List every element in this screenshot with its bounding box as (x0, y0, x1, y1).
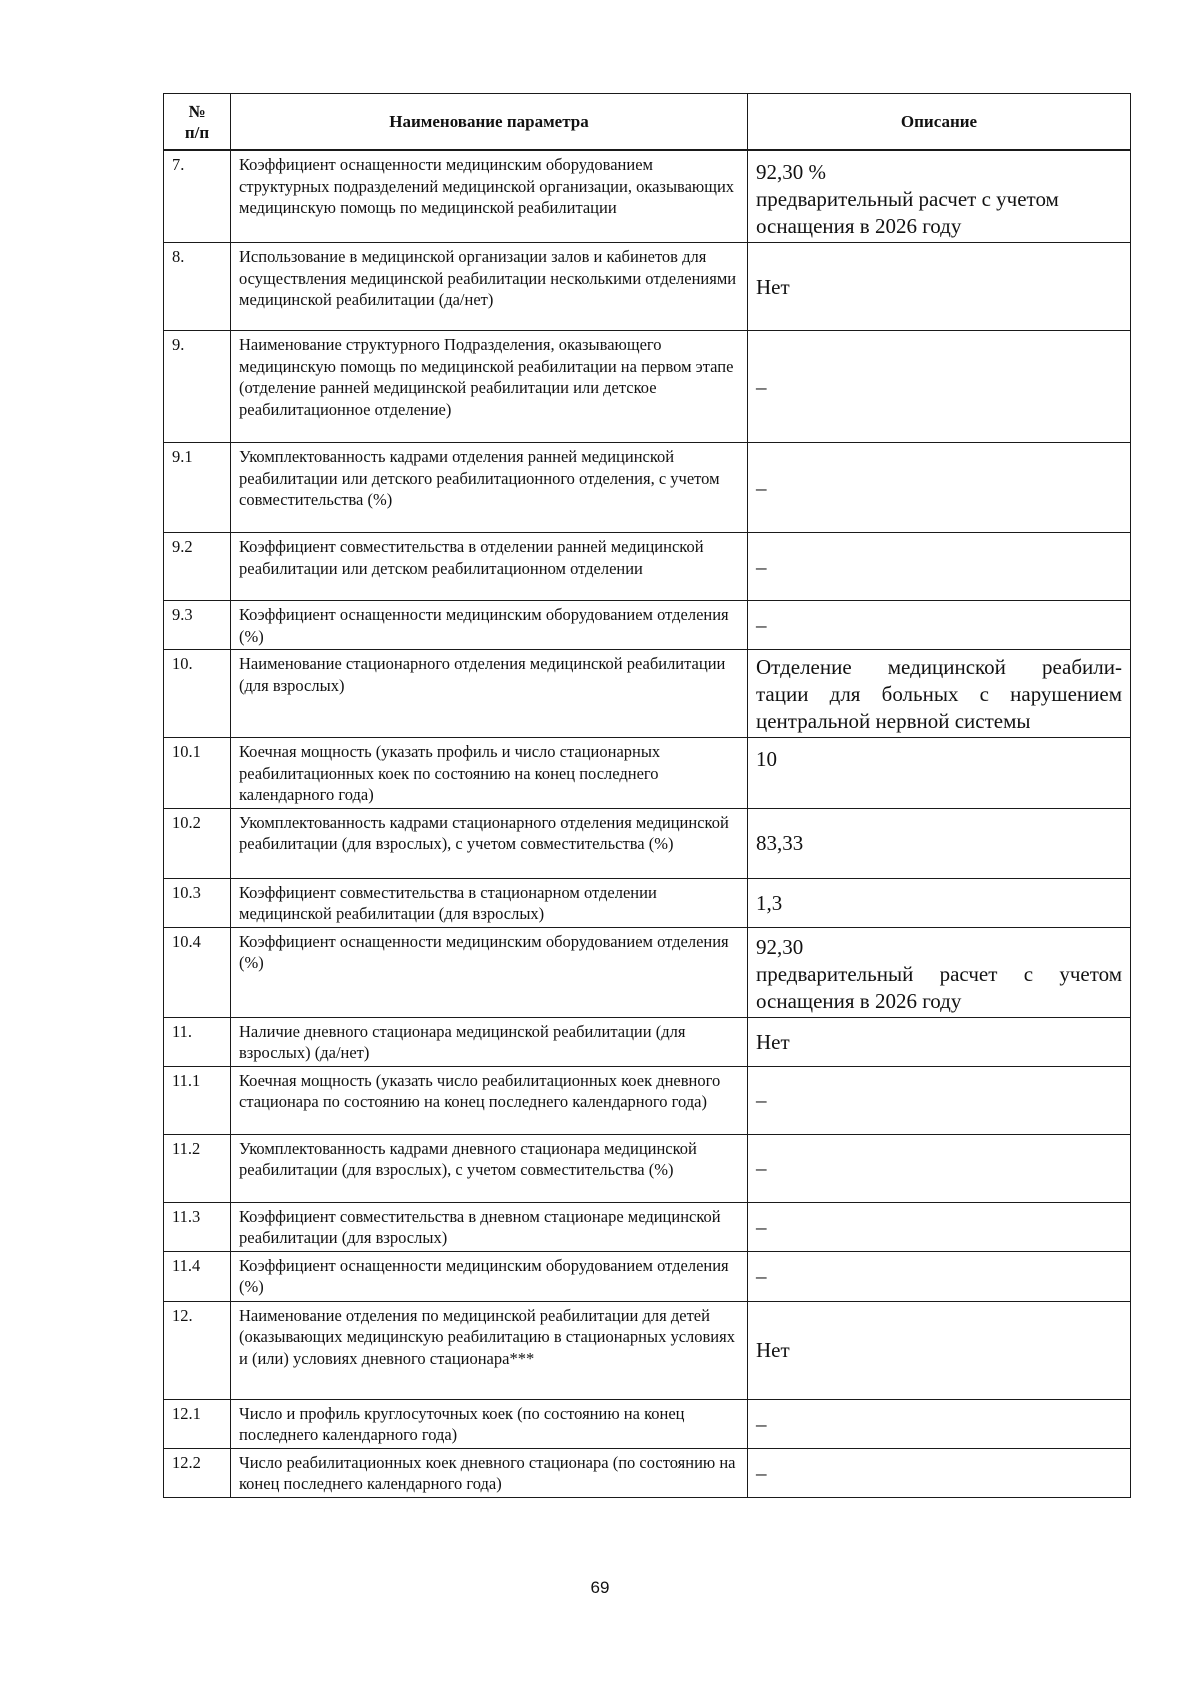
row-number: 12.2 (164, 1448, 231, 1497)
table-row (164, 1448, 1131, 1497)
description-line: Нет (756, 1338, 790, 1362)
description-line: оснащения в 2026 году (756, 988, 962, 1013)
parameter-name: Использование в медицинской организации залов и кабинетов для осуществления медицинской реабилитации несколькими отделениями медицинской реабилитации (да/нет) (231, 243, 748, 331)
row-number: 9. (164, 331, 231, 443)
table-row (164, 927, 1131, 1017)
parameter-name: Наименование отделения по медицинской реабилитации для детей (оказывающих медицинскую реабилитацию в стационарных условиях и (или) условиях дневного стационара*** (231, 1301, 748, 1399)
parameter-name: Коэффициент оснащенности медицинским оборудованием отделения (%) (231, 1251, 748, 1301)
table-row (164, 601, 1131, 650)
row-number: 12. (164, 1301, 231, 1399)
parameter-name: Укомплектованность кадрами дневного стационара медицинской реабилитации (для взрослых), с учетом совместительства (%) (231, 1134, 748, 1202)
description-line: – (756, 554, 767, 579)
parameter-description (748, 1134, 1131, 1202)
row-number: 9.1 (164, 443, 231, 533)
parameter-name: Коэффициент совместительства в стационарном отделении медицинской реабилитации (для взрослых) (231, 878, 748, 927)
parameter-description (748, 1017, 1131, 1066)
description-line: 1,3 (756, 890, 783, 915)
table-row (164, 533, 1131, 601)
parameter-name: Число реабилитационных коек дневного стационара (по состоянию на конец последнего календарного года) (231, 1448, 748, 1497)
header-desc: Описание (748, 94, 1131, 151)
table-row (164, 808, 1131, 878)
parameter-description (748, 1301, 1131, 1399)
description-line: – (756, 475, 767, 500)
parameter-description (748, 150, 1131, 243)
parameter-description (748, 1202, 1131, 1251)
parameter-name: Наличие дневного стационара медицинской реабилитации (для взрослых) (да/нет) (231, 1017, 748, 1066)
parameter-description (748, 601, 1131, 650)
table-row (164, 331, 1131, 443)
parameter-name: Коечная мощность (указать профиль и число стационарных реабилитационных коек по состоянию на конец последнего календарного года) (231, 738, 748, 809)
header-name: Наименование параметра (231, 94, 748, 151)
row-number: 9.3 (164, 601, 231, 650)
description-line: – (756, 1156, 767, 1180)
table-row (164, 650, 1131, 738)
table-row (164, 1134, 1131, 1202)
description-line: 10 (756, 747, 777, 771)
row-number: 10. (164, 650, 231, 738)
description-line: 92,30 % (756, 160, 826, 184)
description-line: – (756, 1264, 767, 1288)
table-row (164, 1202, 1131, 1251)
parameter-description (748, 1399, 1131, 1448)
row-number: 11.2 (164, 1134, 231, 1202)
row-number: 10.4 (164, 927, 231, 1017)
row-number: 9.2 (164, 533, 231, 601)
parameter-description (748, 243, 1131, 331)
description-line: предварительный расчет с учетом (756, 961, 1122, 986)
parameter-description (748, 738, 1131, 809)
parameters-table (163, 93, 1131, 1498)
row-number: 11. (164, 1017, 231, 1066)
description-line: Нет (756, 274, 790, 299)
parameter-description (748, 878, 1131, 927)
parameter-name: Коэффициент оснащенности медицинским оборудованием структурных подразделений медицинской организации, оказывающих медицинскую помощь по медицинской реабилитации (231, 150, 748, 243)
table-row (164, 1399, 1131, 1448)
parameter-description (748, 331, 1131, 443)
description-line: центральной нервной системы (756, 709, 1031, 733)
table-header-row (164, 94, 1131, 151)
description-line: 92,30 (756, 934, 804, 959)
description-line: – (756, 1088, 767, 1112)
description-line: – (756, 1460, 767, 1485)
description-line: – (756, 374, 767, 399)
parameter-description (748, 1066, 1131, 1134)
description-line: тации для больных с нарушением (756, 682, 1122, 706)
parameter-description (748, 1251, 1131, 1301)
table-row (164, 738, 1131, 809)
description-line: 83,33 (756, 831, 804, 855)
parameter-description (748, 808, 1131, 878)
row-number: 10.3 (164, 878, 231, 927)
description-line: – (756, 613, 767, 637)
table-row (164, 1301, 1131, 1399)
parameter-description (748, 650, 1131, 738)
description-line: – (756, 1411, 767, 1436)
parameter-name: Коэффициент совместительства в дневном стационаре медицинской реабилитации (для взрослых) (231, 1202, 748, 1251)
row-number: 11.3 (164, 1202, 231, 1251)
parameter-name: Коечная мощность (указать число реабилитационных коек дневного стационара по состоянию на конец последнего календарного года) (231, 1066, 748, 1134)
table-row (164, 243, 1131, 331)
description-line: оснащения в 2026 году (756, 214, 962, 238)
table-row (164, 150, 1131, 243)
description-line: предварительный расчет с учетом (756, 187, 1059, 211)
row-number: 8. (164, 243, 231, 331)
description-line: Отделение медицинской реабили- (756, 655, 1122, 679)
parameter-name: Наименование стационарного отделения медицинской реабилитации (для взрослых) (231, 650, 748, 738)
table-row (164, 878, 1131, 927)
parameter-name: Укомплектованность кадрами стационарного отделения медицинской реабилитации (для взрослых), с учетом совместительства (%) (231, 808, 748, 878)
parameter-name: Число и профиль круглосуточных коек (по состоянию на конец последнего календарного года) (231, 1399, 748, 1448)
row-number: 10.2 (164, 808, 231, 878)
row-number: 12.1 (164, 1399, 231, 1448)
table-row (164, 443, 1131, 533)
row-number: 7. (164, 150, 231, 243)
parameter-name: Коэффициент оснащенности медицинским оборудованием отделения (%) (231, 601, 748, 650)
header-num: № п/п (164, 94, 231, 151)
parameter-description (748, 533, 1131, 601)
table-row (164, 1251, 1131, 1301)
parameter-name: Коэффициент оснащенности медицинским оборудованием отделения (%) (231, 927, 748, 1017)
parameter-name: Коэффициент совместительства в отделении ранней медицинской реабилитации или детском реабилитационном отделении (231, 533, 748, 601)
parameter-name: Укомплектованность кадрами отделения ранней медицинской реабилитации или детского реабилитационного отделения, с учетом совместительства (%) (231, 443, 748, 533)
table-row (164, 1066, 1131, 1134)
page-number: 69 (590, 1578, 610, 1597)
table-row (164, 1017, 1131, 1066)
row-number: 11.4 (164, 1251, 231, 1301)
description-line: Нет (756, 1029, 790, 1054)
parameter-description (748, 443, 1131, 533)
parameter-description (748, 1448, 1131, 1497)
row-number: 11.1 (164, 1066, 231, 1134)
row-number: 10.1 (164, 738, 231, 809)
parameter-name: Наименование структурного Подразделения, оказывающего медицинскую помощь по медицинской реабилитации на первом этапе (отделение ранней медицинской реабилитации или детское реабилитационное отделение) (231, 331, 748, 443)
description-line: – (756, 1214, 767, 1239)
parameter-description (748, 927, 1131, 1017)
